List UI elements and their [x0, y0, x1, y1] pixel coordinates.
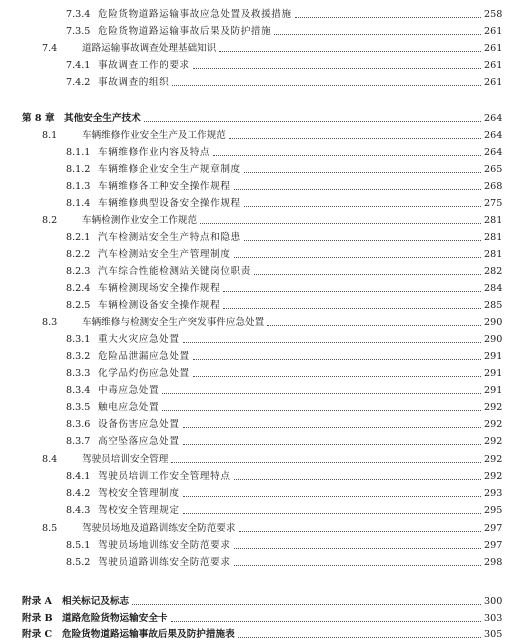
- entry-page: 298: [484, 557, 503, 568]
- entry-page: 275: [484, 198, 503, 209]
- entry-page: 293: [484, 488, 503, 499]
- entry-title: 驾校安全管理规定: [98, 505, 180, 516]
- leader-dots: [234, 565, 481, 566]
- entry-number: 7.4.1: [66, 60, 91, 71]
- entry-page: 264: [484, 147, 503, 158]
- toc-entry[interactable]: [0, 331, 516, 348]
- entry-number: 8.5.2: [66, 557, 91, 568]
- toc-entry[interactable]: [0, 314, 516, 331]
- entry-number: 8.5.1: [66, 540, 91, 551]
- leader-dots: [144, 121, 481, 122]
- entry-title: 车辆检测设备安全操作规程: [98, 300, 221, 311]
- toc-appendix[interactable]: [0, 610, 516, 627]
- entry-title: 车辆维修企业安全生产规章制度: [98, 164, 241, 175]
- leader-dots: [274, 34, 481, 35]
- leader-dots: [183, 427, 481, 428]
- entry-page: 284: [484, 283, 503, 294]
- leader-dots: [213, 155, 481, 156]
- entry-title: 中毒应急处置: [98, 385, 160, 396]
- leader-dots: [193, 68, 481, 69]
- entry-title: 驾驶员培训工作安全管理特点: [98, 471, 231, 482]
- toc-entry[interactable]: [0, 144, 516, 161]
- entry-number: 8.4.3: [66, 505, 91, 516]
- entry-title: 重大火灾应急处置: [98, 334, 180, 345]
- entry-page: 261: [484, 26, 503, 37]
- entry-page: 281: [484, 249, 503, 260]
- entry-title: 高空坠落应急处置: [98, 436, 180, 447]
- leader-dots: [172, 85, 481, 86]
- entry-page: 290: [484, 334, 503, 345]
- appendix-number: 附录 C: [22, 629, 53, 640]
- entry-number: 8.5: [42, 523, 58, 534]
- entry-page: 258: [484, 9, 503, 20]
- entry-number: 8.2.2: [66, 249, 91, 260]
- toc-entry[interactable]: [0, 297, 516, 314]
- appendix-number: 附录 B: [22, 613, 53, 624]
- toc-entry[interactable]: [0, 229, 516, 246]
- entry-page: 292: [484, 471, 503, 482]
- entry-page: 268: [484, 181, 503, 192]
- leader-dots: [229, 138, 481, 139]
- entry-title: 车辆维修与检测安全生产突发事件应急处置: [82, 317, 265, 328]
- toc-entry[interactable]: [0, 280, 516, 297]
- entry-number: 8.4.2: [66, 488, 91, 499]
- appendix-title: 危险货物道路运输事故后果及防护措施表: [62, 629, 235, 640]
- entry-number: 8.3.5: [66, 402, 91, 413]
- leader-dots: [244, 172, 481, 173]
- leader-dots: [244, 206, 481, 207]
- entry-number: 8.3.2: [66, 351, 91, 362]
- leader-dots: [239, 531, 482, 532]
- leader-dots: [234, 548, 481, 549]
- leader-dots: [183, 444, 481, 445]
- entry-title: 汽车检测站安全生产特点和隐患: [98, 232, 241, 243]
- entry-page: 297: [484, 540, 503, 551]
- leader-dots: [234, 257, 481, 258]
- entry-page: 285: [484, 300, 503, 311]
- entry-title: 汽车综合性能检测站关键岗位职责: [98, 266, 251, 277]
- toc-entry[interactable]: [0, 178, 516, 195]
- entry-page: 261: [484, 77, 503, 88]
- leader-dots: [295, 17, 481, 18]
- entry-number: 8.2.5: [66, 300, 91, 311]
- leader-dots: [132, 604, 481, 605]
- leader-dots: [171, 462, 481, 463]
- entry-page: 281: [484, 215, 503, 226]
- entry-title: 驾驶员道路训练安全防范要求: [98, 557, 231, 568]
- entry-page: 292: [484, 436, 503, 447]
- leader-dots: [219, 51, 481, 52]
- entry-number: 8.3.3: [66, 368, 91, 379]
- leader-dots: [200, 223, 481, 224]
- entry-title: 车辆维修典型设备安全操作规程: [98, 198, 241, 209]
- entry-page: 291: [484, 351, 503, 362]
- entry-title: 车辆维修作业安全生产及工作规范: [82, 130, 226, 141]
- entry-title: 车辆检测作业安全工作规范: [82, 215, 198, 226]
- entry-number: 7.4.2: [66, 77, 91, 88]
- entry-title: 事故调查的组织: [98, 77, 170, 88]
- toc-entry[interactable]: [0, 468, 516, 485]
- entry-page: 281: [484, 232, 503, 243]
- toc-entry[interactable]: [0, 502, 516, 519]
- entry-page: 290: [484, 317, 503, 328]
- toc-entry[interactable]: [0, 348, 516, 365]
- entry-number: 8.3: [42, 317, 58, 328]
- leader-dots: [234, 479, 481, 480]
- entry-title: 危险品泄漏应急处置: [98, 351, 190, 362]
- entry-page: 292: [484, 419, 503, 430]
- appendix-title: 道路危险货物运输安全卡: [62, 613, 168, 624]
- leader-dots: [193, 359, 481, 360]
- entry-number: 8.1.4: [66, 198, 91, 209]
- entry-page: 291: [484, 368, 503, 379]
- entry-page: 297: [484, 523, 503, 534]
- entry-number: 8.1.2: [66, 164, 91, 175]
- leader-dots: [183, 342, 481, 343]
- toc-entry[interactable]: [0, 57, 516, 74]
- toc-entry[interactable]: [0, 74, 516, 91]
- leader-dots: [244, 240, 481, 241]
- entry-page: 292: [484, 402, 503, 413]
- entry-title: 驾驶员场地训练安全防范要求: [98, 540, 231, 551]
- toc-entry[interactable]: [0, 6, 516, 23]
- entry-title: 设备伤害应急处置: [98, 419, 180, 430]
- entry-title: 车辆维修作业内容及特点: [98, 147, 211, 158]
- entry-number: 8.2: [42, 215, 58, 226]
- entry-number: 8.3.6: [66, 419, 91, 430]
- entry-number: 8.3.1: [66, 334, 91, 345]
- entry-page: 282: [484, 266, 503, 277]
- toc-entry[interactable]: [0, 451, 516, 468]
- toc-entry[interactable]: [0, 127, 516, 144]
- entry-number: 8.1.1: [66, 147, 91, 158]
- entry-page: 264: [484, 130, 503, 141]
- entry-page: 300: [484, 596, 503, 607]
- entry-page: 305: [484, 629, 503, 640]
- entry-number: 8.1: [42, 130, 58, 141]
- entry-title: 车辆维修各工种安全操作规程: [98, 181, 231, 192]
- leader-dots: [223, 308, 481, 309]
- toc-entry[interactable]: [0, 40, 516, 57]
- entry-title: 化学品灼伤应急处置: [98, 368, 190, 379]
- leader-dots: [183, 513, 481, 514]
- entry-page: 261: [484, 60, 503, 71]
- toc-entry[interactable]: [0, 416, 516, 433]
- leader-dots: [162, 393, 481, 394]
- toc-entry[interactable]: [0, 537, 516, 554]
- entry-page: 295: [484, 505, 503, 516]
- leader-dots: [223, 291, 481, 292]
- appendix-number: 附录 A: [22, 596, 52, 607]
- entry-title: 车辆检测现场安全操作规程: [98, 283, 221, 294]
- entry-number: 8.1.3: [66, 181, 91, 192]
- entry-title: 危险货物道路运输事故应急处置及救援措施: [98, 9, 292, 20]
- entry-page: 261: [484, 43, 503, 54]
- entry-page: 303: [484, 613, 503, 624]
- entry-title: 危险货物道路运输事故后果及防护措施: [98, 26, 272, 37]
- toc-appendix[interactable]: [0, 626, 516, 643]
- leader-dots: [238, 637, 481, 638]
- toc-appendix[interactable]: [0, 593, 516, 610]
- entry-number: 8.4.1: [66, 471, 91, 482]
- entry-page: 265: [484, 164, 503, 175]
- toc-chapter[interactable]: [0, 110, 516, 127]
- chapter-title: 其他安全生产技术: [64, 113, 141, 124]
- leader-dots: [254, 274, 481, 275]
- entry-page: 264: [484, 113, 503, 124]
- entry-title: 道路运输事故调查处理基础知识: [82, 43, 217, 54]
- toc-entry[interactable]: [0, 246, 516, 263]
- toc-entry[interactable]: [0, 382, 516, 399]
- entry-number: 8.4: [42, 454, 58, 465]
- leader-dots: [183, 496, 481, 497]
- toc-entry[interactable]: [0, 263, 516, 280]
- entry-title: 汽车检测站安全生产管理制度: [98, 249, 231, 260]
- appendix-title: 相关标记及标志: [62, 596, 130, 607]
- entry-number: 8.2.4: [66, 283, 91, 294]
- leader-dots: [162, 410, 481, 411]
- entry-title: 触电应急处置: [98, 402, 160, 413]
- toc-entry[interactable]: [0, 399, 516, 416]
- entry-number: 7.4: [42, 43, 58, 54]
- entry-title: 驾驶员培训安全管理: [82, 454, 169, 465]
- toc-entry[interactable]: [0, 365, 516, 382]
- entry-page: 291: [484, 385, 503, 396]
- entry-title: 驾驶员场地及道路训练安全防范要求: [82, 523, 236, 534]
- toc-entry[interactable]: [0, 23, 516, 40]
- entry-number: 8.2.1: [66, 232, 91, 243]
- entry-number: 7.3.5: [66, 26, 91, 37]
- chapter-number: 第 8 章: [22, 113, 55, 124]
- leader-dots: [234, 189, 481, 190]
- toc-entry[interactable]: [0, 433, 516, 450]
- entry-number: 7.3.4: [66, 9, 91, 20]
- entry-page: 292: [484, 454, 503, 465]
- leader-dots: [267, 325, 481, 326]
- entry-number: 8.3.7: [66, 436, 91, 447]
- entry-title: 驾校安全管理制度: [98, 488, 180, 499]
- toc-entry[interactable]: [0, 520, 516, 537]
- leader-dots: [171, 621, 481, 622]
- toc-entry[interactable]: [0, 212, 516, 229]
- entry-number: 8.3.4: [66, 385, 91, 396]
- toc-entry[interactable]: [0, 195, 516, 212]
- entry-number: 8.2.3: [66, 266, 91, 277]
- toc-entry[interactable]: [0, 485, 516, 502]
- entry-title: 事故调查工作的要求: [98, 60, 190, 71]
- toc-entry[interactable]: [0, 161, 516, 178]
- leader-dots: [193, 376, 481, 377]
- toc-entry[interactable]: [0, 554, 516, 571]
